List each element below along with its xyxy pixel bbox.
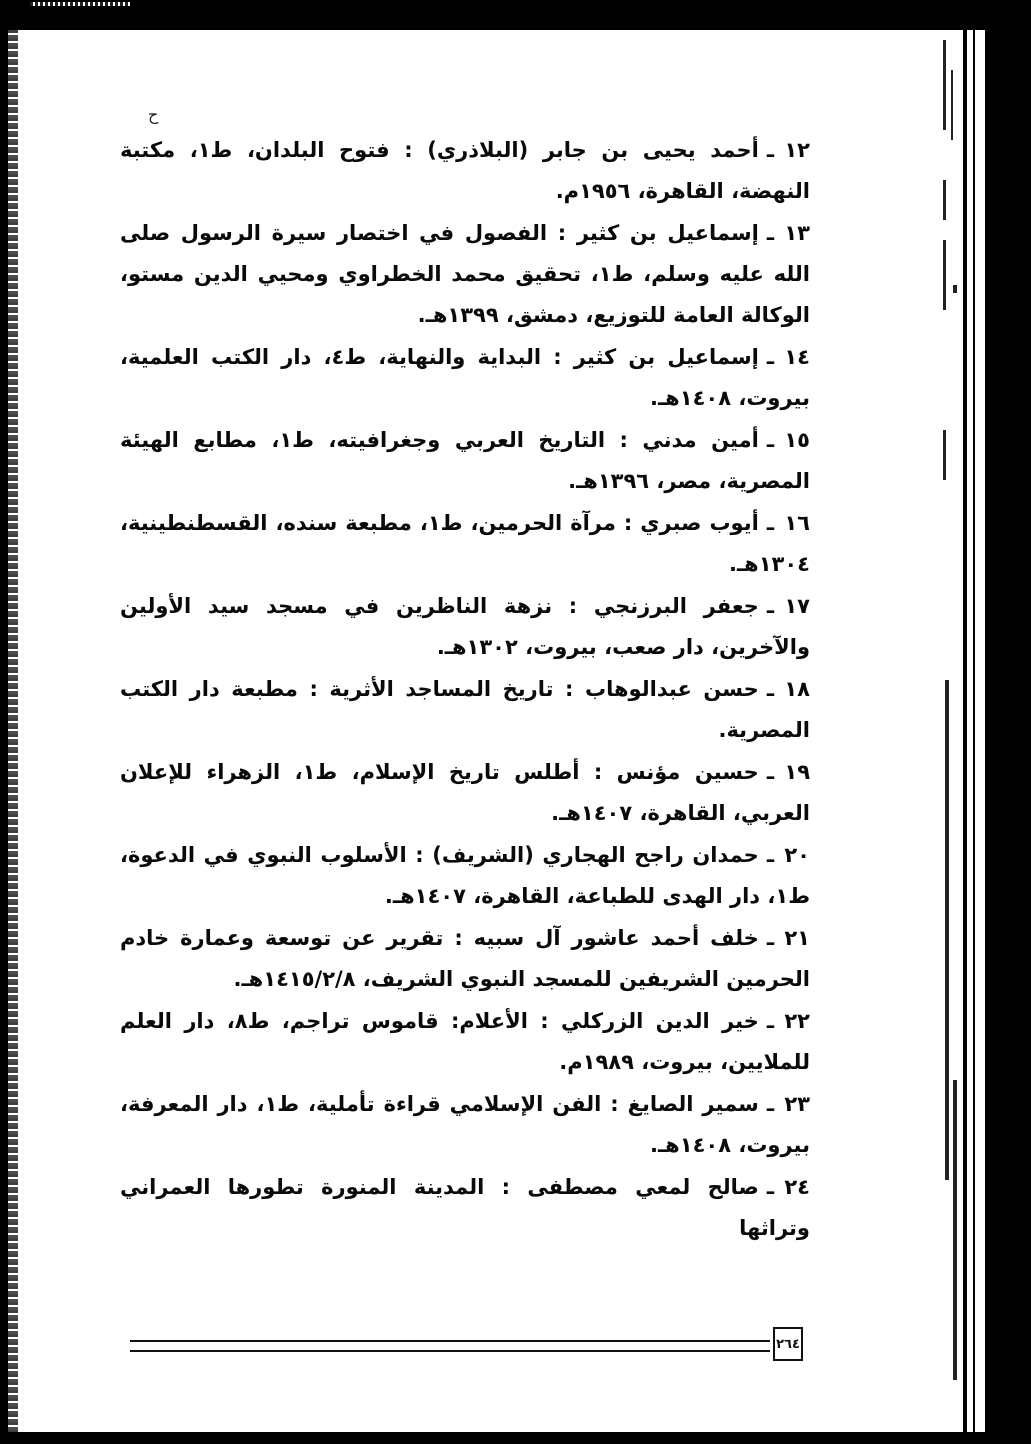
entry-text: حسين مؤنس : أطلس تاريخ الإسلام، ط١، الزهراء للإعلان العربي، القاهرة، ١٤٠٧هـ.: [120, 760, 810, 825]
entry-number: ١٧: [784, 594, 810, 618]
edge-line: [985, 30, 1010, 1434]
entry-number: ١٦: [784, 511, 810, 535]
entry-separator: ـ: [766, 138, 774, 162]
edge-mark: [943, 180, 946, 220]
bibliography-entry: [120, 586, 810, 668]
entry-number: ٢٠: [784, 843, 810, 867]
entry-separator: ـ: [766, 221, 774, 245]
bibliography-entry: [120, 669, 810, 751]
edge-mark: [945, 680, 949, 1180]
entry-number: ٢١: [784, 926, 810, 950]
entry-text: صالح لمعي مصطفى : المدينة المنورة تطورها العمراني وتراثها: [120, 1175, 810, 1240]
right-page-edges: [915, 30, 1010, 1434]
bibliography-entry: [120, 918, 810, 1000]
bibliography-entry: [120, 213, 810, 336]
entry-separator: ـ: [766, 1009, 774, 1033]
entry-separator: ـ: [766, 511, 774, 535]
entry-text: سمير الصايغ : الفن الإسلامي قراءة تأملية، ط١، دار المعرفة، بيروت، ١٤٠٨هـ.: [120, 1092, 810, 1157]
bibliography-entry: [120, 835, 810, 917]
entry-separator: ـ: [766, 594, 774, 618]
entry-text: إسماعيل بن كثير : الفصول في اختصار سيرة الرسول صلى الله عليه وسلم، ط١، تحقيق محمد الخطراوي ومحيي الدين مستو، الوكالة العامة للتوزيع، دمشق، ١٣٩٩هـ.: [120, 221, 810, 327]
entry-number: ٢٣: [784, 1092, 810, 1116]
entry-text: جعفر البرزنجي : نزهة الناظرين في مسجد سيد الأولين والآخرين، دار صعب، بيروت، ١٣٠٢هـ.: [120, 594, 810, 659]
edge-line: [973, 30, 975, 1434]
entry-text: أمين مدني : التاريخ العربي وجغرافيته، ط١، مطابع الهيئة المصرية، مصر، ١٣٩٦هـ.: [120, 428, 810, 493]
entry-separator: ـ: [766, 677, 774, 701]
entry-separator: ـ: [766, 345, 774, 369]
entry-text: خلف أحمد عاشور آل سبيه : تقرير عن توسعة وعمارة خادم الحرمين الشريفين للمسجد النبوي الشريف، ١٤١٥/٢/٨هـ.: [120, 926, 810, 991]
entry-separator: ـ: [766, 760, 775, 784]
bibliography-entry: [120, 420, 810, 502]
entry-text: أحمد يحيى بن جابر (البلاذري) : فتوح البلدان، ط١، مكتبة النهضة، القاهرة، ١٩٥٦م.: [120, 138, 810, 203]
entry-text: إسماعيل بن كثير : البداية والنهاية، ط٤، دار الكتب العلمية، بيروت، ١٤٠٨هـ.: [120, 345, 810, 410]
entry-number: ١٤: [784, 345, 810, 369]
bibliography-entry: [120, 752, 810, 834]
left-binding-shadow: [8, 30, 18, 1434]
entry-separator: ـ: [766, 428, 774, 452]
entry-text: أيوب صبري : مرآة الحرمين، ط١، مطبعة سنده، القسطنطينية، ١٣٠٤هـ.: [120, 511, 810, 576]
page-mark: ح: [148, 105, 159, 124]
edge-mark: [953, 1080, 957, 1380]
edge-line: [963, 30, 967, 1434]
page-number: ٢٦٤: [773, 1327, 803, 1361]
bibliography-entry: [120, 130, 810, 212]
entry-text: خير الدين الزركلي : الأعلام: قاموس تراجم، ط٨، دار العلم للملايين، بيروت، ١٩٨٩م.: [120, 1009, 810, 1074]
bibliography-entry: [120, 1084, 810, 1166]
bibliography-entry: [120, 337, 810, 419]
page-footer: [130, 1330, 830, 1360]
edge-mark: [943, 40, 946, 130]
entry-text: حسن عبدالوهاب : تاريخ المساجد الأثرية : مطبعة دار الكتب المصرية.: [120, 677, 810, 742]
bibliography-entry: [120, 1001, 810, 1083]
edge-mark: [943, 240, 946, 310]
entry-number: ٢٢: [784, 1009, 810, 1033]
entry-text: حمدان راجح الهجاري (الشريف) : الأسلوب النبوي في الدعوة، ط١، دار الهدى للطباعة، القاهرة، ١٤٠٧هـ.: [120, 843, 810, 908]
entry-separator: ـ: [766, 843, 774, 867]
edge-mark: [951, 70, 953, 140]
entry-number: ١٩: [784, 760, 811, 784]
edge-mark: [943, 430, 946, 480]
entry-number: ١٢: [784, 138, 810, 162]
entry-number: ١٨: [784, 677, 810, 701]
scan-border-bottom: [0, 1432, 1031, 1444]
entry-number: ٢٤: [784, 1175, 810, 1199]
scan-noise-top: [30, 2, 130, 6]
entry-number: ١٣: [784, 221, 810, 245]
footer-double-rule: [130, 1340, 770, 1352]
entry-separator: ـ: [766, 1092, 774, 1116]
edge-mark: [953, 285, 957, 293]
bibliography-entry: [120, 503, 810, 585]
bibliography-list: [120, 130, 810, 1250]
bibliography-entry: [120, 1167, 810, 1249]
entry-separator: ـ: [766, 1175, 774, 1199]
entry-number: ١٥: [784, 428, 810, 452]
entry-separator: ـ: [766, 926, 774, 950]
